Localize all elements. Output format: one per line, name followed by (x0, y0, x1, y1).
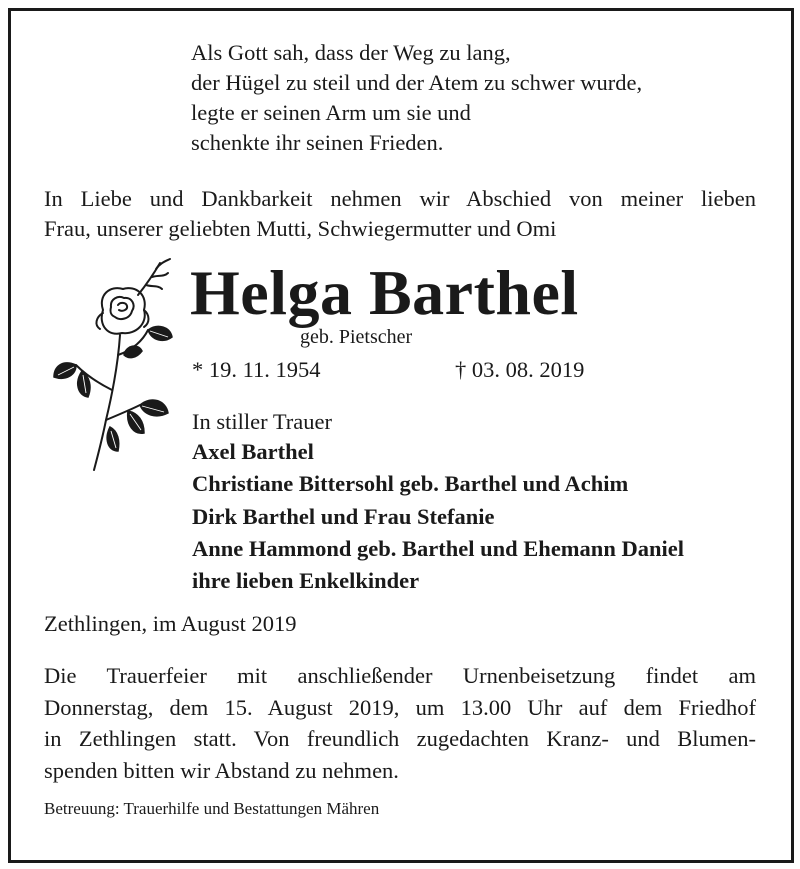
mourning-intro: In stiller Trauer (192, 409, 332, 434)
poem (191, 38, 642, 158)
deceased-name: Helga Barthel (190, 257, 579, 328)
intro-line: In Liebe und Dankbarkeit nehmen wir Abschied von meiner lieben (44, 186, 756, 211)
intro-line: Frau, unserer geliebten Mutti, Schwiegermutter und Omi (44, 216, 557, 241)
mourner-name: Anne Hammond geb. Barthel und Ehemann Daniel (192, 535, 684, 561)
death-date: † 03. 08. 2019 (455, 357, 585, 382)
birth-date: * 19. 11. 1954 (192, 357, 321, 382)
funeral-home-credit: Betreuung: Trauerhilfe und Bestattungen Mähren (44, 799, 380, 818)
poem-line: der Hügel zu steil und der Atem zu schwer wurde, (191, 70, 643, 95)
funeral-info (44, 660, 756, 786)
rose-icon (48, 255, 178, 475)
mourner-name: Christiane Bittersohl geb. Barthel und Achim (192, 471, 629, 497)
mourners-list (192, 436, 684, 597)
place-date: Zethlingen, im August 2019 (44, 611, 297, 636)
poem-line: schenkte ihr seinen Frieden. (191, 130, 444, 155)
mourner-name: Dirk Barthel und Frau Stefanie (192, 503, 495, 529)
maiden-name: geb. Pietscher (300, 326, 413, 348)
mourner-name: Axel Barthel (192, 439, 314, 464)
funeral-line: in Zethlingen statt. Von freundlich zugedachten Kranz- und Blumen- (44, 726, 756, 751)
funeral-line: Die Trauerfeier mit anschließender Urnenbeisetzung findet am (44, 663, 756, 688)
funeral-line: spenden bitten wir Abstand zu nehmen. (44, 757, 399, 783)
mourner-name: ihre lieben Enkelkinder (192, 568, 420, 594)
funeral-line: Donnerstag, dem 15. August 2019, um 13.00 Uhr auf dem Friedhof (44, 694, 756, 720)
poem-line: legte er seinen Arm um sie und (191, 100, 471, 125)
poem-line: Als Gott sah, dass der Weg zu lang, (191, 40, 511, 65)
intro-text (44, 184, 756, 244)
